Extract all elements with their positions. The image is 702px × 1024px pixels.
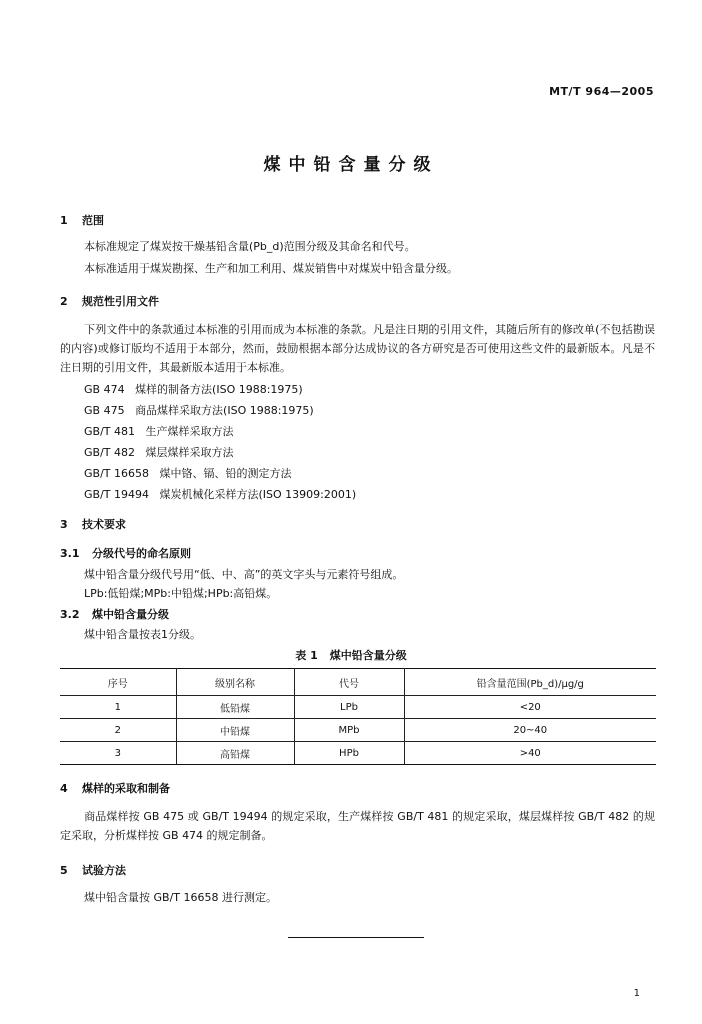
subsection-3-1-paragraph-1: 煤中铅含量分级代号用“低、中、高”的英文字头与元素符号组成。	[84, 568, 404, 581]
cell-grade-name: 低铅煤	[176, 696, 294, 719]
header-serial: 序号	[60, 669, 176, 696]
table-header-row	[60, 669, 656, 696]
subsection-number: 3.2	[60, 608, 80, 621]
cell-code: HPb	[294, 742, 404, 765]
subsection-3-2-paragraph-1: 煤中铅含量按表1分级。	[84, 628, 201, 641]
section-number: 1	[60, 214, 68, 227]
section-2-heading	[60, 293, 159, 309]
subsection-3-1-heading	[60, 545, 191, 561]
section-title: 煤样的采取和制备	[82, 782, 170, 795]
cell-serial: 2	[60, 719, 176, 742]
subsection-3-1-paragraph-2: LPb:低铅煤;MPb:中铅煤;HPb:高铅煤。	[84, 587, 278, 600]
section-1-paragraph-1: 本标准规定了煤炭按干燥基铅含量(Pb_d)范围分级及其命名和代号。	[84, 240, 416, 253]
table-row	[60, 719, 656, 742]
reference-code: GB/T 16658	[84, 467, 149, 480]
reference-title: 煤中铬、镉、铅的测定方法	[159, 467, 292, 480]
section-2-intro-text: 下列文件中的条款通过本标准的引用而成为本标准的条款。凡是注日期的引用文件，其随后所有的修改单(不包括勘误的内容)或修订版均不适用于本部分，然而，鼓励根据本部分达成协议的各方研究是否可使用这些文件的最新版本。凡是不注日期的引用文件，其最新版本适用于本标准。	[60, 323, 655, 374]
reference-item	[84, 444, 234, 462]
table-row	[60, 696, 656, 719]
header-lead-range: 铅含量范围(Pb_d)/μg/g	[404, 669, 656, 696]
cell-grade-name: 中铅煤	[176, 719, 294, 742]
section-4-heading	[60, 780, 170, 796]
table-row	[60, 742, 656, 765]
end-rule	[288, 937, 424, 938]
standard-code: MT/T 964—2005	[549, 85, 654, 98]
cell-code: LPb	[294, 696, 404, 719]
reference-code: GB/T 19494	[84, 488, 149, 501]
reference-code: GB 474	[84, 383, 125, 396]
lead-grade-table	[60, 668, 656, 765]
reference-item	[84, 381, 303, 399]
cell-grade-name: 高铅煤	[176, 742, 294, 765]
reference-title: 煤层煤样采取方法	[145, 446, 234, 459]
document-title: 煤中铅含量分级	[263, 155, 439, 175]
section-3-heading	[60, 516, 126, 532]
cell-lead-range: 20~40	[404, 719, 656, 742]
cell-serial: 1	[60, 696, 176, 719]
reference-title: 生产煤样采取方法	[145, 425, 234, 438]
table-caption	[0, 647, 702, 663]
table-caption-text: 煤中铅含量分级	[329, 649, 407, 662]
section-2-intro	[60, 320, 655, 377]
subsection-title: 煤中铅含量分级	[92, 608, 169, 621]
reference-title: 煤炭机械化采样方法(ISO 13909:2001)	[159, 488, 357, 501]
section-5-body: 煤中铅含量按 GB/T 16658 进行测定。	[84, 891, 277, 904]
subsection-3-2-heading	[60, 606, 169, 622]
cell-lead-range: <20	[404, 696, 656, 719]
section-title: 技术要求	[82, 518, 126, 531]
header-grade-name: 级别名称	[176, 669, 294, 696]
section-1-heading	[60, 212, 104, 228]
section-title: 规范性引用文件	[82, 295, 159, 308]
reference-item	[84, 465, 292, 483]
subsection-title: 分级代号的命名原则	[92, 547, 191, 560]
cell-serial: 3	[60, 742, 176, 765]
table-label: 表 1	[295, 649, 318, 662]
reference-code: GB/T 481	[84, 425, 135, 438]
section-4-body	[60, 807, 655, 845]
reference-item	[84, 486, 356, 504]
section-1-paragraph-2: 本标准适用于煤炭勘探、生产和加工利用、煤炭销售中对煤炭中铅含量分级。	[84, 262, 458, 275]
section-number: 3	[60, 518, 68, 531]
section-title: 范围	[82, 214, 104, 227]
section-5-heading	[60, 862, 126, 878]
reference-item	[84, 423, 234, 441]
reference-code: GB 475	[84, 404, 125, 417]
section-number: 2	[60, 295, 68, 308]
section-title: 试验方法	[82, 864, 126, 877]
header-code: 代号	[294, 669, 404, 696]
cell-lead-range: >40	[404, 742, 656, 765]
section-number: 5	[60, 864, 68, 877]
reference-title: 商品煤样采取方法(ISO 1988:1975)	[135, 404, 314, 417]
section-4-body-text: 商品煤样按 GB 475 或 GB/T 19494 的规定采取，生产煤样按 GB/T 481 的规定采取，煤层煤样按 GB/T 482 的规定采取，分析煤样按 GB 474 的规定制备。	[60, 810, 655, 842]
reference-code: GB/T 482	[84, 446, 135, 459]
reference-title: 煤样的制备方法(ISO 1988:1975)	[135, 383, 303, 396]
subsection-number: 3.1	[60, 547, 80, 560]
reference-item	[84, 402, 314, 420]
page-number: 1	[633, 988, 640, 999]
section-number: 4	[60, 782, 68, 795]
cell-code: MPb	[294, 719, 404, 742]
